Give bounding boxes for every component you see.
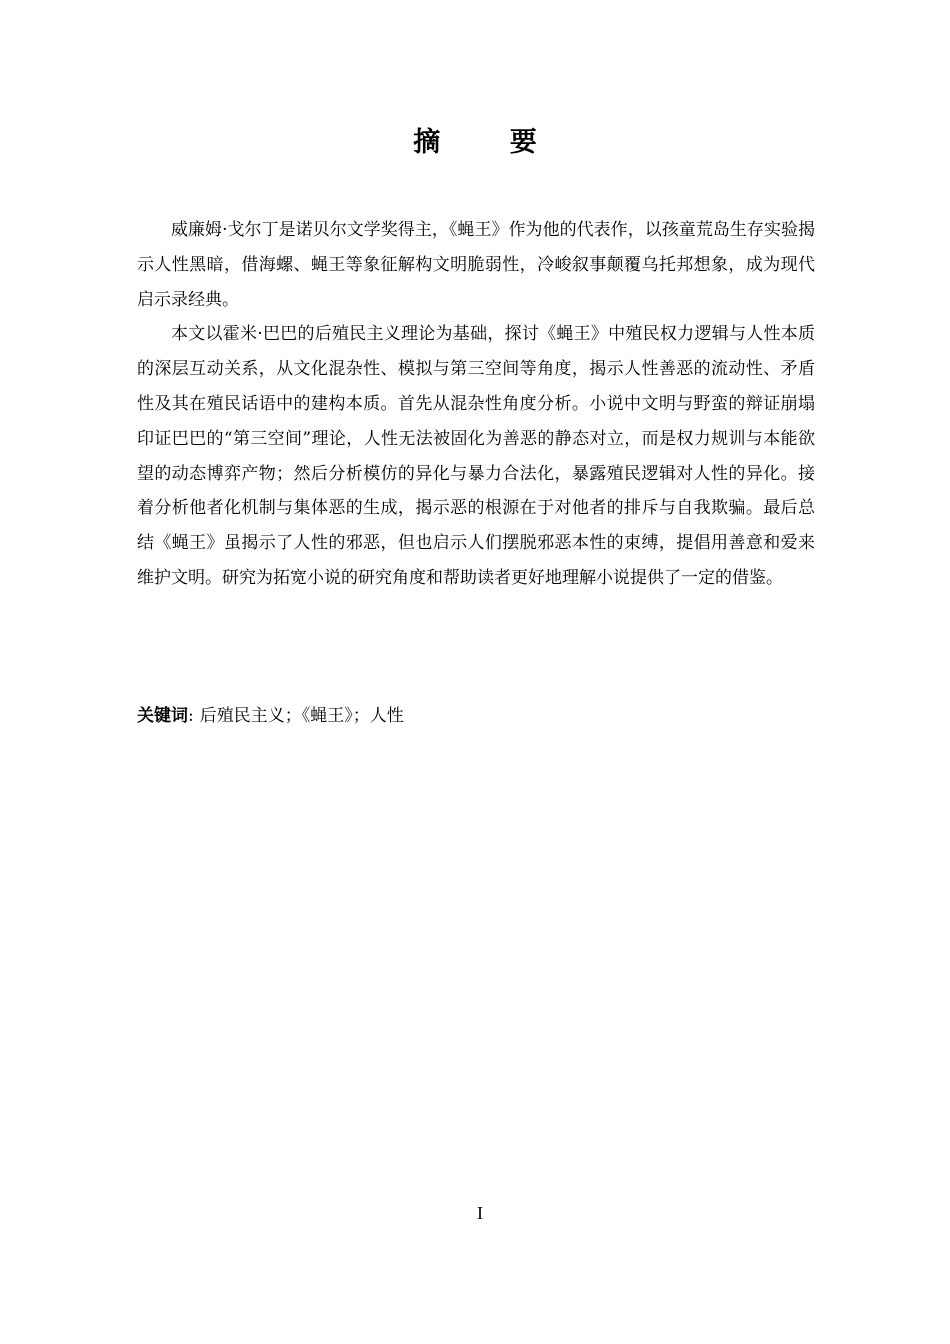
keywords-label: 关键词 [137,706,188,726]
abstract-body [137,213,815,596]
page-number: I [477,1203,483,1223]
abstract-paragraph: 本文以霍米·巴巴的后殖民主义理论为基础，探讨《蝇王》中殖民权力逻辑与人性本质的深层互动关系，从文化混杂性、模拟与第三空间等角度，揭示人性善恶的流动性、矛盾性及其在殖民话语中的建构本质。首先从混杂性角度分析。小说中文明与野蛮的辩证崩塌印证巴巴的“第三空间”理论，人性无法被固化为善恶的静态对立，而是权力规训与本能欲望的动态博弈产物；然后分析模仿的异化与暴力合法化，暴露殖民逻辑对人性的异化。接着分析他者化机制与集体恶的生成，揭示恶的根源在于对他者的排斥与自我欺骗。最后总结《蝇王》虽揭示了人性的邪恶，但也启示人们摆脱邪恶本性的束缚，提倡用善意和爱来维护文明。研究为拓宽小说的研究角度和帮助读者更好地理解小说提供了一定的借鉴。 [137,324,815,588]
keywords-colon: : [188,706,194,726]
page-title: 摘 要 [413,127,567,158]
keywords-text: 后殖民主义；《蝇王》；人性 [199,706,404,726]
keywords-line [137,701,815,731]
abstract-paragraph: 威廉姆·戈尔丁是诺贝尔文学奖得主，《蝇王》作为他的代表作，以孩童荒岛生存实验揭示人性黑暗，借海螺、蝇王等象征解构文明脆弱性，冷峻叙事颠覆乌托邦想象，成为现代启示录经典。 [137,220,815,310]
